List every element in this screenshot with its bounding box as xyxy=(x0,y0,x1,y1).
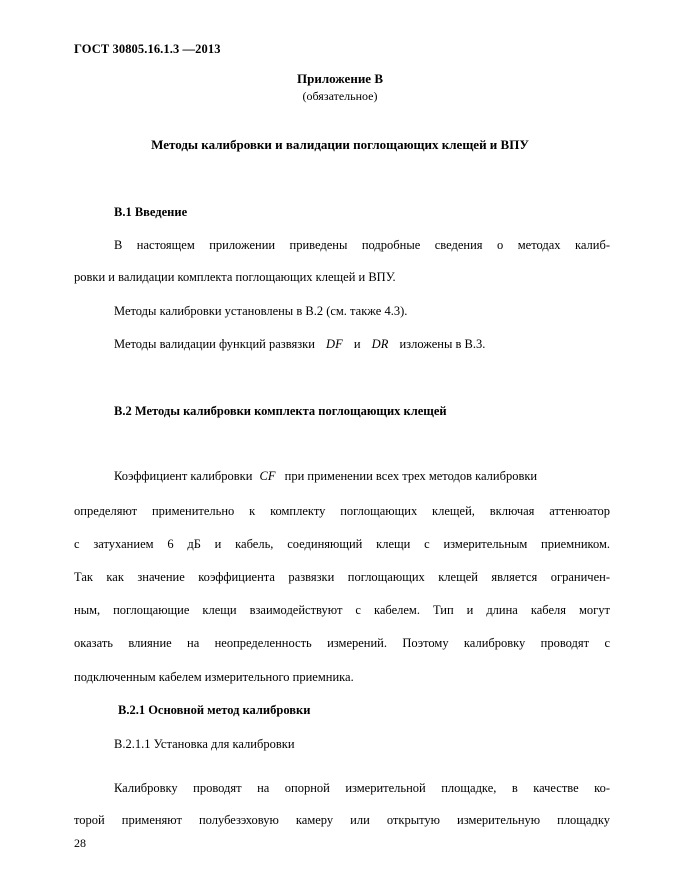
subsection-heading-b211: В.2.1.1 Установка для калибровки xyxy=(114,737,295,751)
text-segment: и xyxy=(353,337,361,351)
standard-header: ГОСТ 30805.16.1.3 —2013 xyxy=(74,42,221,56)
paragraph-line: Так как значение коэффициента развязки поглощающих клещей является ограничен- xyxy=(74,570,610,584)
annex-title: Приложение В xyxy=(297,71,383,86)
text-segment: изложены в В.3. xyxy=(399,337,486,351)
paragraph-line: торой применяют полубезэховую камеру или открытую измерительную площадку xyxy=(74,813,610,827)
section-heading-b2: В.2 Методы калибровки комплекта поглощающих клещей xyxy=(114,404,447,418)
paragraph-line: ровки и валидации комплекта поглощающих клещей и ВПУ. xyxy=(74,270,396,284)
variable-df: DF xyxy=(326,337,343,351)
page-number: 28 xyxy=(74,836,86,850)
paragraph-line: Методы калибровки установлены в В.2 (см. также 4.3). xyxy=(114,304,408,318)
annex-main-title: Методы калибровки и валидации поглощающих клещей и ВПУ xyxy=(151,137,529,152)
annex-status: (обязательное) xyxy=(302,89,378,103)
section-heading-b1: В.1 Введение xyxy=(114,205,188,219)
variable-dr: DR xyxy=(371,337,389,351)
paragraph-line: подключенным кабелем измерительного приемника. xyxy=(74,670,354,684)
paragraph-line-dfdr xyxy=(114,337,485,352)
paragraph-line: определяют применительно к комплекту поглощающих клещей, включая аттенюатор xyxy=(74,504,610,518)
paragraph-line: с затуханием 6 дБ и кабель, соединяющий клещи с измерительным приемником. xyxy=(74,537,610,551)
text-segment: Методы валидации функций развязки xyxy=(114,337,315,351)
section-heading-b21: В.2.1 Основной метод калибровки xyxy=(118,703,311,717)
paragraph-line: ным, поглощающие клещи взаимодействуют с кабелем. Тип и длина кабеля могут xyxy=(74,603,610,617)
text-segment: Коэффициент калибровки xyxy=(114,469,253,483)
paragraph-line: Калибровку проводят на опорной измерительной площадке, в качестве ко- xyxy=(114,781,610,795)
paragraph-line: оказать влияние на неопределенность измерений. Поэтому калибровку проводят с xyxy=(74,636,610,650)
paragraph-line-cf xyxy=(114,469,537,484)
variable-cf: CF xyxy=(259,469,276,483)
paragraph-line: В настоящем приложении приведены подробные сведения о методах калиб- xyxy=(114,238,610,252)
text-segment: при применении всех трех методов калибровки xyxy=(284,469,538,483)
